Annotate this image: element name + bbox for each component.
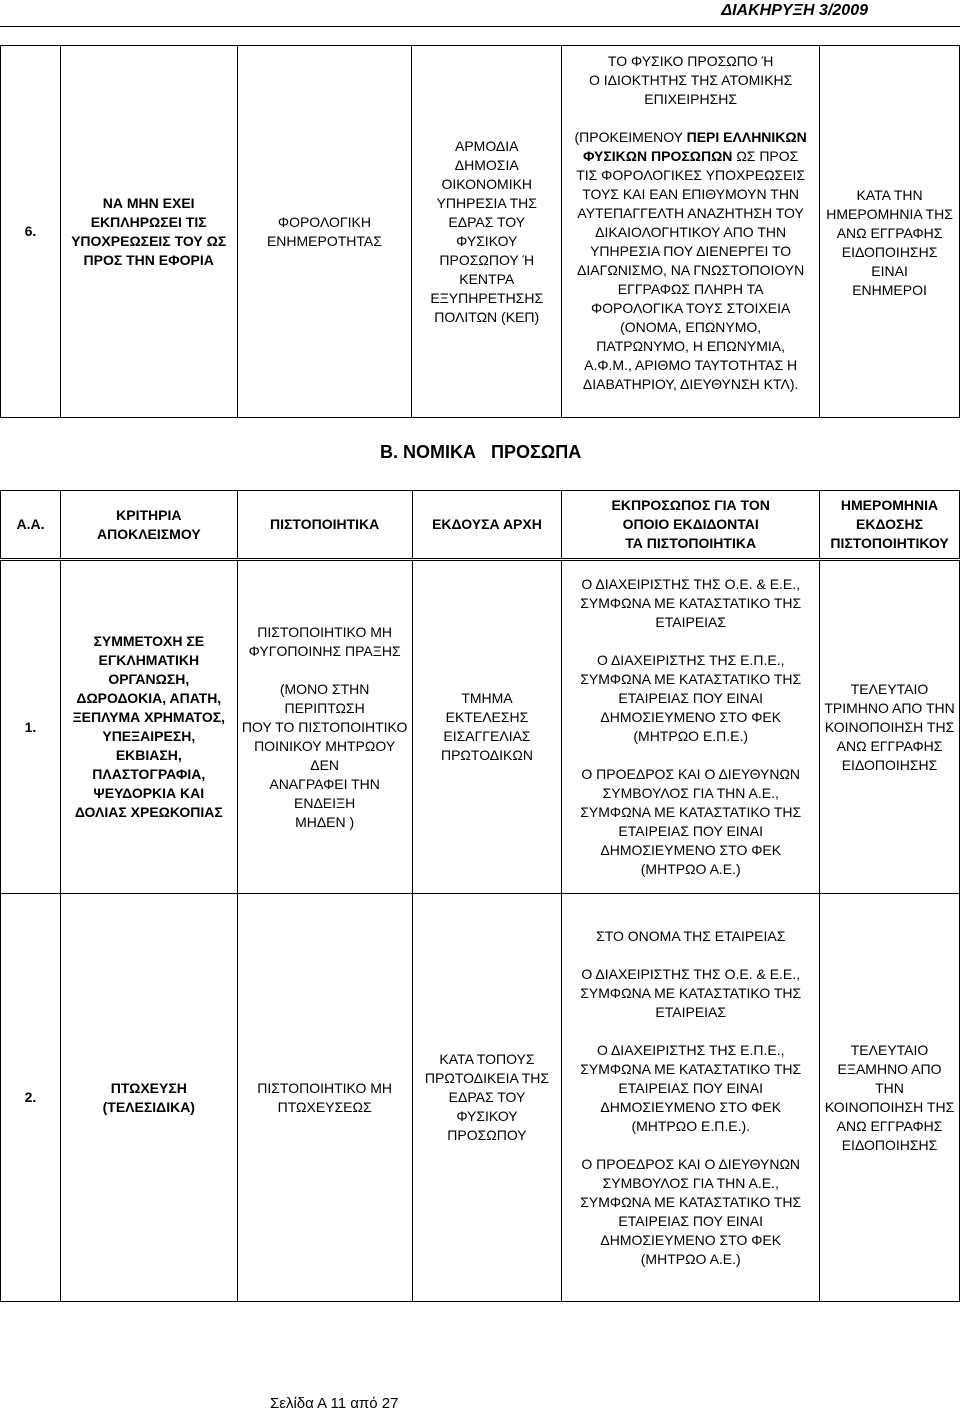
header-rule: [0, 26, 960, 27]
table-row: [1, 894, 960, 1302]
criterion-cell: ΠΤΩΧΕΥΣΗ (ΤΕΛΕΣΙΔΙΚΑ): [60, 894, 237, 1302]
column-header-certificates: ΠΙΣΤΟΠΟΙΗΤΙΚΑ: [237, 491, 412, 559]
date-cell: ΤΕΛΕΥΤΑΙΟ ΕΞΑΜΗΝΟ ΑΠΟ ΤΗΝ ΚΟΙΝΟΠΟΙΗΣΗ ΤΗΣ ΑΝΩ ΕΓΓΡΑΦΗΣ ΕΙΔΟΠΟΙΗΣΗΣ: [820, 894, 960, 1302]
representative-cell: ΤΟ ΦΥΣΙΚΟ ΠΡΟΣΩΠΟ Ή Ο ΙΔΙΟΚΤΗΤΗΣ ΤΗΣ ΑΤΟΜΙΚΗΣ ΕΠΙΧΕΙΡΗΣΗΣ (ΠΡΟΚΕΙΜΕΝΟΥ ΠΕΡΙ ΕΛΛΗΝΙΚΩΝ ΦΥΣΙΚΩΝ ΠΡΟΣΩΠΩΝ ΩΣ ΠΡΟΣ ΤΙΣ ΦΟΡΟΛΟΓΙΚΕΣ ΥΠΟΧΡΕΩΣΕΙΣ ΤΟΥΣ ΚΑΙ ΕΑΝ ΕΠΙΘΥΜΟΥΝ ΤΗΝ ΑΥΤΕΠΑΓΓΕΛΤΗ ΑΝΑΖΗΤΗΣΗ ΤΟΥ ΔΙΚΑΙΟΛΟΓΗΤΙΚΟΥ ΑΠΟ ΤΗΝ ΥΠΗΡΕΣΙΑ ΠΟΥ ΔΙΕΝΕΡΓΕΙ ΤΟ ΔΙΑΓΩΝΙΣΜΟ, ΝΑ ΓΝΩΣΤΟΠΟΙΟΥΝ ΕΓΓΡΑΦΩΣ ΠΛΗΡΗ ΤΑ ΦΟΡΟΛΟΓΙΚΑ ΤΟΥΣ ΣΤΟΙΧΕΙΑ (ΟΝΟΜΑ, ΕΠΩΝΥΜΟ, ΠΑΤΡΩΝΥΜΟ, Η ΕΠΩΝΥΜΙΑ, Α.Φ.Μ., ΑΡΙΘΜΟ ΤΑΥΤΟΤΗΤΑΣ Η ΔΙΑΒΑΤΗΡΙΟΥ, ΔΙΕΥΘΥΝΣΗ ΚΤΛ).: [562, 46, 820, 418]
date-cell: ΚΑΤΑ ΤΗΝ ΗΜΕΡΟΜΗΝΙΑ ΤΗΣ ΑΝΩ ΕΓΓΡΑΦΗΣ ΕΙΔΟΠΟΙΗΣΗΣ ΕΙΝΑΙ ΕΝΗΜΕΡΟΙ: [820, 46, 960, 418]
authority-cell: ΑΡΜΟΔΙΑ ΔΗΜΟΣΙΑ ΟΙΚΟΝΟΜΙΚΗ ΥΠΗΡΕΣΙΑ ΤΗΣ ΕΔΡΑΣ ΤΟΥ ΦΥΣΙΚΟΥ ΠΡΟΣΩΠΟΥ Ή ΚΕΝΤΡΑ ΕΞΥΠΗΡΕΤΗΣΗΣ ΠΟΛΙΤΩΝ (ΚΕΠ): [412, 46, 562, 418]
document-header-title: ΔΙΑΚΗΡΥΞΗ 3/2009: [721, 2, 868, 19]
section-title: Β. ΝΟΜΙΚΑ ΠΡΟΣΩΠΑ: [380, 442, 582, 462]
representative-cell: Ο ΔΙΑΧΕΙΡΙΣΤΗΣ ΤΗΣ Ο.Ε. & Ε.Ε., ΣΥΜΦΩΝΑ ΜΕ ΚΑΤΑΣΤΑΤΙΚΟ ΤΗΣ ΕΤΑΙΡΕΙΑΣ Ο ΔΙΑΧΕΙΡΙΣΤΗΣ ΤΗΣ Ε.Π.Ε., ΣΥΜΦΩΝΑ ΜΕ ΚΑΤΑΣΤΑΤΙΚΟ ΤΗΣ ΕΤΑΙΡΕΙΑΣ ΠΟΥ ΕΙΝΑΙ ΔΗΜΟΣΙΕΥΜΕΝΟ ΣΤΟ ΦΕΚ (ΜΗΤΡΩΟ Ε.Π.Ε.) Ο ΠΡΟΕΔΡΟΣ ΚΑΙ Ο ΔΙΕΥΘΥΝΩΝ ΣΥΜΒΟΥΛΟΣ ΓΙΑ ΤΗΝ Α.Ε., ΣΥΜΦΩΝΑ ΜΕ ΚΑΤΑΣΤΑΤΙΚΟ ΤΗΣ ΕΤΑΙΡΕΙΑΣ ΠΟΥ ΕΙΝΑΙ ΔΗΜΟΣΙΕΥΜΕΝΟ ΣΤΟ ΦΕΚ (ΜΗΤΡΩΟ Α.Ε.): [562, 561, 820, 894]
criterion-cell: ΣΥΜΜΕΤΟΧΗ ΣΕ ΕΓΚΛΗΜΑΤΙΚΗ ΟΡΓΑΝΩΣΗ, ΔΩΡΟΔΟΚΙΑ, ΑΠΑΤΗ, ΞΕΠΛΥΜΑ ΧΡΗΜΑΤΟΣ, ΥΠΕΞΑΙΡΕΣΗ, ΕΚΒΙΑΣΗ, ΠΛΑΣΤΟΓΡΑΦΙΑ, ΨΕΥΔΟΡΚΙΑ ΚΑΙ ΔΟΛΙΑΣ ΧΡΕΩΚΟΠΙΑΣ: [60, 561, 237, 894]
column-header-row: [1, 491, 960, 559]
legal-persons-header-table: [0, 490, 960, 559]
column-header-criterion: ΚΡΙΤΗΡΙΑ ΑΠΟΚΛΕΙΣΜΟΥ: [60, 491, 237, 559]
column-header-representative: ΕΚΠΡΟΣΩΠΟΣ ΓΙΑ ΤΟΝ ΟΠΟΙΟ ΕΚΔΙΔΟΝΤΑΙ ΤΑ ΠΙΣΤΟΠΟΙΗΤΙΚΑ: [562, 491, 820, 559]
column-header-aa: Α.Α.: [1, 491, 61, 559]
table-row: [1, 561, 960, 894]
row-number: 1.: [1, 561, 61, 894]
column-header-authority: ΕΚΔΟΥΣΑ ΑΡΧΗ: [412, 491, 562, 559]
authority-cell: ΤΜΗΜΑ ΕΚΤΕΛΕΣΗΣ ΕΙΣΑΓΓΕΛΙΑΣ ΠΡΩΤΟΔΙΚΩΝ: [412, 561, 562, 894]
column-header-date: ΗΜΕΡΟΜΗΝΙΑ ΕΚΔΟΣΗΣ ΠΙΣΤΟΠΟΙΗΤΙΚΟΥ: [820, 491, 960, 559]
row-number: 6.: [1, 46, 61, 418]
criterion-cell: ΝΑ ΜΗΝ ΕΧΕΙ ΕΚΠΛΗΡΩΣΕΙ ΤΙΣ ΥΠΟΧΡΕΩΣΕΙΣ ΤΟΥ ΩΣ ΠΡΟΣ ΤΗΝ ΕΦΟΡΙΑ: [60, 46, 237, 418]
table-row: [1, 46, 960, 418]
certificate-cell: ΦΟΡΟΛΟΓΙΚΗ ΕΝΗΜΕΡΟΤΗΤΑΣ: [237, 46, 412, 418]
page-number: Σελίδα Α 11 από 27: [270, 1395, 399, 1412]
row-number: 2.: [1, 894, 61, 1302]
date-cell: ΤΕΛΕΥΤΑΙΟ ΤΡΙΜΗΝΟ ΑΠΟ ΤΗΝ ΚΟΙΝΟΠΟΙΗΣΗ ΤΗΣ ΑΝΩ ΕΓΓΡΑΦΗΣ ΕΙΔΟΠΟΙΗΣΗΣ: [820, 561, 960, 894]
legal-persons-table: [0, 560, 960, 1302]
authority-cell: ΚΑΤΑ ΤΟΠΟΥΣ ΠΡΩΤΟΔΙΚΕΙΑ ΤΗΣ ΕΔΡΑΣ ΤΟΥ ΦΥΣΙΚΟΥ ΠΡΟΣΩΠΟΥ: [412, 894, 562, 1302]
representative-note: (ΠΡΟΚΕΙΜΕΝΟΥ ΠΕΡΙ ΕΛΛΗΝΙΚΩΝ ΦΥΣΙΚΩΝ ΠΡΟΣΩΠΩΝ ΩΣ ΠΡΟΣ ΤΙΣ ΦΟΡΟΛΟΓΙΚΕΣ ΥΠΟΧΡΕΩΣΕΙΣ ΤΟΥΣ ΚΑΙ ΕΑΝ ΕΠΙΘΥΜΟΥΝ ΤΗΝ ΑΥΤΕΠΑΓΓΕΛΤΗ ΑΝΑΖΗΤΗΣΗ ΤΟΥ ΔΙΚΑΙΟΛΟΓΗΤΙΚΟΥ ΑΠΟ ΤΗΝ ΥΠΗΡΕΣΙΑ ΠΟΥ ΔΙΕΝΕΡΓΕΙ ΤΟ ΔΙΑΓΩΝΙΣΜΟ, ΝΑ ΓΝΩΣΤΟΠΟΙΟΥΝ ΕΓΓΡΑΦΩΣ ΠΛΗΡΗ ΤΑ ΦΟΡΟΛΟΓΙΚΑ ΤΟΥΣ ΣΤΟΙΧΕΙΑ (ΟΝΟΜΑ, ΕΠΩΝΥΜΟ, ΠΑΤΡΩΝΥΜΟ, Η ΕΠΩΝΥΜΙΑ, Α.Φ.Μ., ΑΡΙΘΜΟ ΤΑΥΤΟΤΗΤΑΣ Η ΔΙΑΒΑΤΗΡΙΟΥ, ΔΙΕΥΘΥΝΣΗ ΚΤΛ).: [574, 129, 807, 392]
certificate-cell: ΠΙΣΤΟΠΟΙΗΤΙΚΟ ΜΗ ΠΤΩΧΕΥΣΕΩΣ: [237, 894, 412, 1302]
representative-cell: ΣΤΟ ΟΝΟΜΑ ΤΗΣ ΕΤΑΙΡΕΙΑΣ Ο ΔΙΑΧΕΙΡΙΣΤΗΣ ΤΗΣ Ο.Ε. & Ε.Ε., ΣΥΜΦΩΝΑ ΜΕ ΚΑΤΑΣΤΑΤΙΚΟ ΤΗΣ ΕΤΑΙΡΕΙΑΣ Ο ΔΙΑΧΕΙΡΙΣΤΗΣ ΤΗΣ Ε.Π.Ε., ΣΥΜΦΩΝΑ ΜΕ ΚΑΤΑΣΤΑΤΙΚΟ ΤΗΣ ΕΤΑΙΡΕΙΑΣ ΠΟΥ ΕΙΝΑΙ ΔΗΜΟΣΙΕΥΜΕΝΟ ΣΤΟ ΦΕΚ (ΜΗΤΡΩΟ Ε.Π.Ε.). Ο ΠΡΟΕΔΡΟΣ ΚΑΙ Ο ΔΙΕΥΘΥΝΩΝ ΣΥΜΒΟΥΛΟΣ ΓΙΑ ΤΗΝ Α.Ε., ΣΥΜΦΩΝΑ ΜΕ ΚΑΤΑΣΤΑΤΙΚΟ ΤΗΣ ΕΤΑΙΡΕΙΑΣ ΠΟΥ ΕΙΝΑΙ ΔΗΜΟΣΙΕΥΜΕΝΟ ΣΤΟ ΦΕΚ (ΜΗΤΡΩΟ Α.Ε.): [562, 894, 820, 1302]
certificate-cell: ΠΙΣΤΟΠΟΙΗΤΙΚΟ ΜΗ ΦΥΓΟΠΟΙΝΗΣ ΠΡΑΞΗΣ (ΜΟΝΟ ΣΤΗΝ ΠΕΡΙΠΤΩΣΗ ΠΟΥ ΤΟ ΠΙΣΤΟΠΟΙΗΤΙΚΟ ΠΟΙΝΙΚΟΥ ΜΗΤΡΩΟΥ ΔΕΝ ΑΝΑΓΡΑΦΕΙ ΤΗΝ ΕΝΔΕΙΞΗ ΜΗΔΕΝ ): [237, 561, 412, 894]
natural-persons-table: [0, 45, 960, 418]
